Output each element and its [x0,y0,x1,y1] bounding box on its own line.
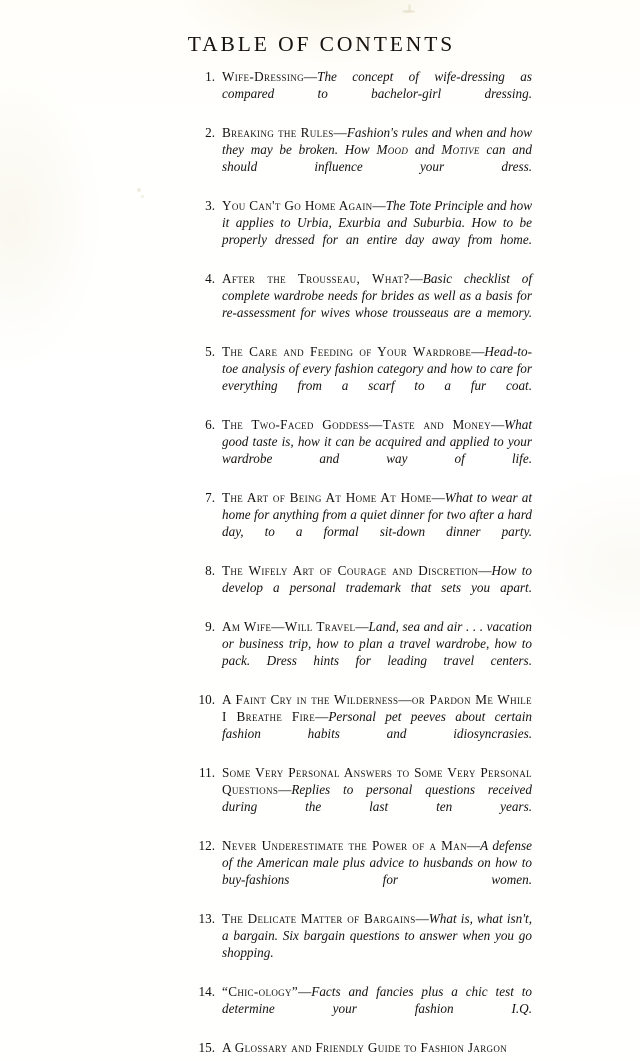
aging-speck [137,188,141,192]
toc-entry-dash: — [278,782,292,797]
toc-entry-dash: — [409,271,423,286]
toc-entry-description: The concept of wife-dressing as compared to bachelor-girl dressing. [222,69,532,101]
toc-entry-description: Facts and fancies plus a chic test to determine your fashion I.Q. [222,984,532,1016]
toc-entry-text [222,68,532,119]
toc-entry-title: The Art of Being At Home At Home [222,490,432,505]
aging-speck [141,195,144,198]
toc-entry-title: The Delicate Matter of Bargains [222,911,416,926]
toc-entry-title: The Care and Feeding of Your Wardrobe [222,344,472,359]
toc-entry-title: A Glossary and Friendly Guide to Fashion Jargon [222,1040,508,1055]
toc-entry-description: A defense of the American male plus advice to husbands on how to buy-fashions for women. [222,838,532,887]
toc-entry-dash: — [415,911,429,926]
toc-entry[interactable] [190,764,532,832]
toc-entry-number: 13. [198,911,215,926]
toc-entry[interactable] [190,68,532,119]
toc-entry-number: 5. [205,344,215,359]
toc-entry-text [222,270,532,338]
toc-entry-description: Personal pet peeves about certain fashion habits and idiosyncrasies. [222,709,532,741]
aging-mark [338,0,362,14]
table-of-contents-list [150,68,532,1061]
toc-entry-description-run: and [408,142,442,157]
page-title: TABLE OF CONTENTS [187,32,456,57]
aging-speck [408,4,411,11]
toc-entry-title: Some Very Personal Answers to Some Very Personal Questions [222,765,532,797]
toc-entry-title: Never Underestimate the Power of a Man [222,838,467,853]
toc-entry-title: You Can't Go Home Again [222,198,373,213]
toc-entry-text [222,197,532,265]
toc-entry-number: 4. [205,271,215,286]
toc-entry[interactable] [190,618,532,686]
toc-entry-description: Land, sea and air . . . vacation or business trip, how to plan a travel wardrobe, how to pack. Dress hints for leading travel centers. [222,619,533,668]
toc-entry-text [222,489,532,557]
toc-entry-number: 15. [198,1040,215,1055]
toc-entry-title: A Faint Cry in the Wilderness—or Pardon Me While I Breathe Fire [222,692,532,724]
toc-entry-dash: — [466,838,481,853]
toc-entry-number: 1. [205,69,215,84]
toc-entry-description: Replies to personal questions received during the last ten years. [222,782,532,814]
toc-entry-title: Am Wife—Will Travel [222,619,356,634]
toc-entry-text [222,618,532,686]
toc-entry-dash: — [478,563,492,578]
toc-entry[interactable] [190,837,532,905]
toc-entry-text [222,562,532,613]
toc-entry-dash: — [298,984,312,999]
toc-entry-text [222,983,532,1034]
toc-entry[interactable] [190,1039,532,1056]
aging-speck [402,10,415,13]
toc-entry-title: The Wifely Art of Courage and Discretion [222,563,479,578]
toc-entry-text [222,764,532,832]
toc-entry-number: 14. [198,984,215,999]
toc-entry-dash: — [303,69,318,84]
toc-entry-description-run: Fashion's rules and when and how they may be broken. How [222,125,532,157]
toc-entry-dash: — [333,125,347,140]
toc-entry-description: The Tote Principle and how it applies to Urbia, Exurbia and Suburbia. How to be properly dressed for an entire day away from home. [222,198,532,247]
toc-entry-description: Basic checklist of complete wardrobe needs for brides as well as a basis for re-assessment for wives whose trousseaus are a memory. [222,271,532,320]
toc-entry-number: 3. [205,198,215,213]
toc-entry-dash: — [372,198,386,213]
toc-entry-text [222,343,532,411]
toc-entry[interactable] [190,910,532,978]
toc-entry-smallcaps-word: Motive [441,142,480,157]
toc-entry-number: 6. [205,417,215,432]
toc-entry-text [222,1039,532,1056]
toc-entry[interactable] [190,489,532,557]
toc-entry-title: The Two-Faced Goddess—Taste and Money [222,417,491,432]
toc-entry-dash: — [355,619,369,634]
toc-entry[interactable] [190,416,532,484]
toc-entry[interactable] [190,124,532,192]
toc-entry[interactable] [190,983,532,1034]
toc-entry-description: What good taste is, how it can be acquired and applied to your wardrobe and way of life. [222,417,532,466]
toc-entry-dash: — [490,417,505,432]
toc-entry-number: 10. [198,692,215,707]
toc-entry-text [222,910,532,978]
toc-entry-title: Wife-Dressing [222,69,304,84]
toc-entry-description: What is, what isn't, a bargain. Six bargain questions to answer when you go shopping. [222,911,533,960]
toc-entry-number: 12. [198,838,215,853]
toc-entry-number: 11. [199,765,215,780]
toc-entry[interactable] [190,270,532,338]
toc-entry-dash: — [315,709,329,724]
toc-entry[interactable] [190,562,532,613]
toc-entry-dash: — [431,490,445,505]
toc-entry-description: How to develop a personal trademark that sets you apart. [222,563,533,595]
toc-entry-number: 7. [205,490,215,505]
toc-entry-text [222,691,532,759]
toc-entry[interactable] [190,343,532,411]
toc-entry-text [222,124,532,192]
toc-entry-text [222,837,532,905]
toc-entry-title: “Chic-ology” [222,984,299,999]
toc-entry[interactable] [190,197,532,265]
toc-entry-description-run: can and should influence your dress. [222,142,532,174]
toc-entry-smallcaps-word: Mood [376,142,409,157]
toc-entry-number: 2. [205,125,215,140]
toc-entry-title: After the Trousseau, What? [222,271,410,286]
toc-entry[interactable] [190,691,532,759]
toc-entry-title: Breaking the Rules [222,125,334,140]
toc-entry-dash: — [471,344,485,359]
toc-entry-number: 8. [205,563,215,578]
toc-entry-number: 9. [205,619,215,634]
toc-entry-text [222,416,532,484]
toc-entry-description: What to wear at home for anything from a quiet dinner for two after a hard day, to a formal sit-down dinner party. [222,490,533,539]
toc-entry-description: Head-to-toe analysis of every fashion category and how to care for everything from a scarf to a fur coat. [222,344,532,393]
